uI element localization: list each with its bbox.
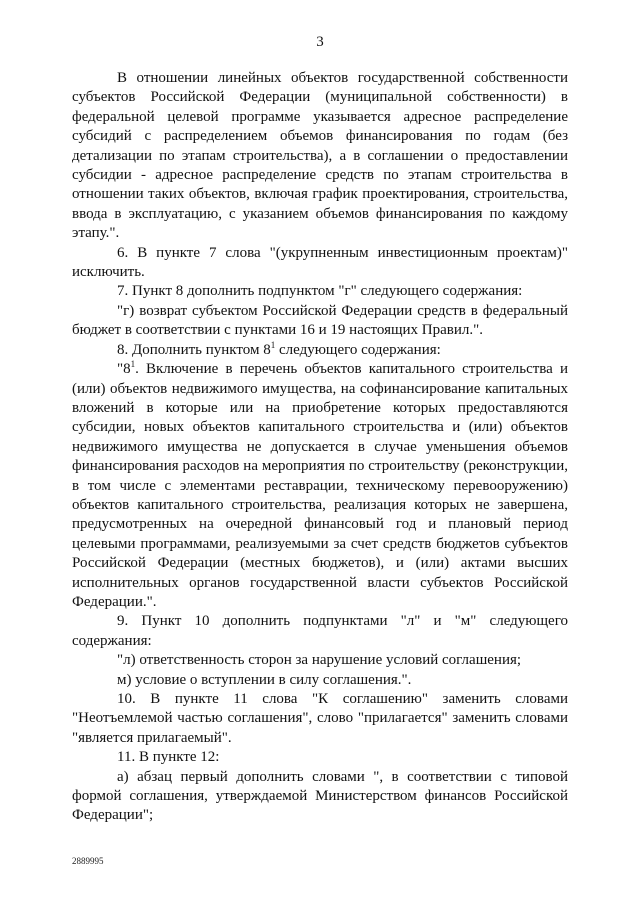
paragraph-item-8-text: 8. Дополнить пунктом 8 <box>117 341 271 358</box>
paragraph-item-11: 11. В пункте 12: <box>117 749 220 766</box>
paragraph-point-8-1-text: . Включение в перечень объектов капитального строительства и (или) объектов недвижимого имущества, на софинансирование капитальных вложений в которые или на приобретение которых предоставляются субсидии, новых объектов капитального строительства и (или) объектов недвижимого имущества не допускается в случае уменьшения объемов финансирования расходов на мероприятия по строительству (реконструкции, в том числе с элементами реставрации, техническому перевооружению) объектов капитального строительства, реализация которых не завершена, предусмотренных на очередной финансовый год и плановый период целевыми программами, реализуемыми за счет средств бюджетов субъектов Российской Федерации (местных бюджетов), и (или) актами высших исполнительных органов государственной власти субъектов Российской Федерации.". <box>72 361 568 610</box>
superscript-1: 1 <box>130 359 136 370</box>
paragraph-point-8-1 <box>72 360 568 612</box>
paragraph-subitem-a: а) абзац первый дополнить словами ", в соответствии с типовой формой соглашения, утверждаемой Министерством финансов Российской Федерации"; <box>72 768 568 824</box>
paragraph-item-8 <box>72 341 568 360</box>
document-code: 2889995 <box>72 856 104 866</box>
paragraph-item-10: 10. В пункте 11 слова "К соглашению" заменить словами "Неотъемлемой частью соглашения", слово "прилагается" заменить словами "является прилагаемый". <box>72 691 568 746</box>
paragraph-subitem-m: м) условие о вступлении в силу соглашения.". <box>117 671 412 688</box>
superscript-1: 1 <box>270 339 276 350</box>
paragraph-item-9: 9. Пункт 10 дополнить подпунктами "л" и "м" следующего содержания: <box>72 613 568 649</box>
paragraph-item-8-tail: следующего содержания: <box>275 341 441 358</box>
page-number: 3 <box>316 34 324 50</box>
document-body <box>72 69 568 826</box>
paragraph-linear-objects: В отношении линейных объектов государственной собственности субъектов Российской Федерации (муниципальной собственности) в федеральной целевой программе указывается адресное распределение субсидий с распределением объемов финансирования по годам (без детализации по этапам строительства), а в соглашении о предоставлении субсидии - адресное распределение средств по этапам строительства в отношении таких объектов, включая график проектирования, строительства, ввода в эксплуатацию, с указанием объемов финансирования по каждому этапу.". <box>72 70 568 242</box>
paragraph-item-6: 6. В пункте 7 слова "(укрупненным инвестиционным проектам)" исключить. <box>72 244 568 281</box>
paragraph-subitem-g: "г) возврат субъектом Российской Федерации средств в федеральный бюджет в соответствии с пунктами 16 и 19 настоящих Правил.". <box>72 302 568 339</box>
paragraph-point-8-1-start: "8 <box>117 361 131 378</box>
paragraph-item-7: 7. Пункт 8 дополнить подпунктом "г" следующего содержания: <box>117 283 523 300</box>
paragraph-subitem-l: "л) ответственность сторон за нарушение условий соглашения; <box>117 652 522 669</box>
